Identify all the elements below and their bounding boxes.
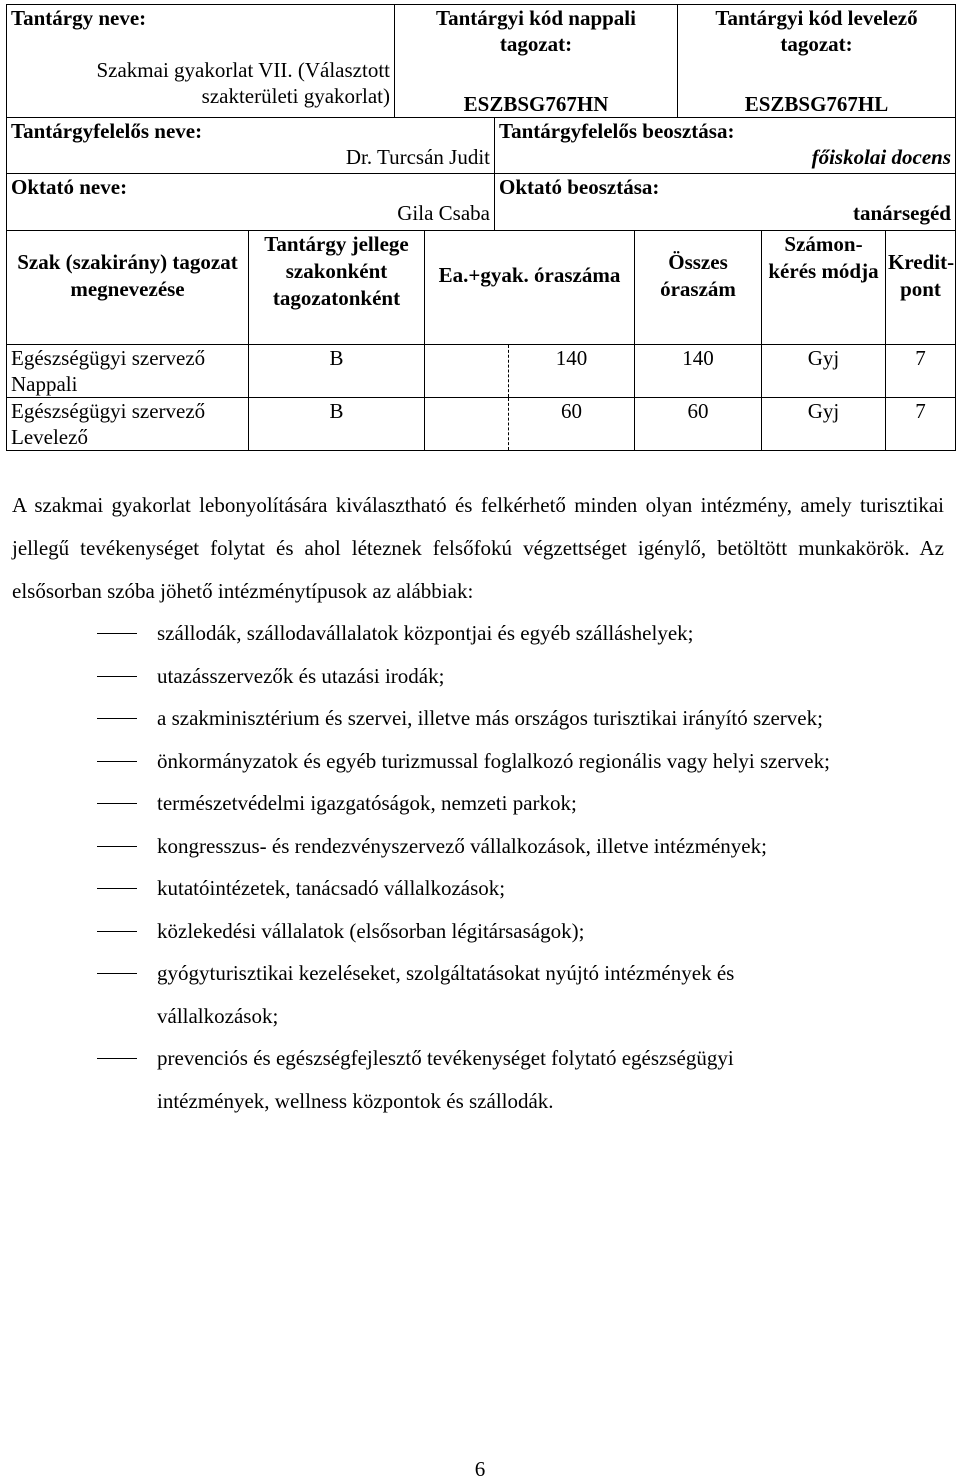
page-number: 6: [474, 1457, 486, 1481]
table-row: [7, 398, 956, 451]
subject-header-table: [6, 4, 956, 231]
row-program: Egészségügyi szervező Levelező: [7, 398, 249, 451]
teacher-cell: [7, 174, 495, 231]
subject-name-label: Tantárgy neve:: [11, 6, 147, 30]
row-program: Egészségügyi szervező Nappali: [7, 345, 249, 398]
responsible-position-value: főiskolai docens: [811, 145, 951, 169]
dash-bullet-icon: [97, 803, 137, 804]
list-item-text: prevenciós és egészségfejlesztő tevékenységet folytató egészségügyi intézmények, wellness központok és szállodák.: [157, 1046, 734, 1113]
list-item: [0, 740, 960, 783]
dash-bullet-icon: [97, 633, 137, 634]
code-day-label: Tantárgyi kód nappali tagozat:: [436, 6, 636, 56]
list-item: [0, 825, 960, 868]
teacher-position-label: Oktató beosztása:: [499, 175, 660, 199]
header-type: Tantárgy jellege szakonként tagozatonként: [249, 231, 425, 345]
header-total: Összes óraszám: [635, 231, 762, 345]
teacher-position-value: tanársegéd: [853, 201, 951, 225]
table-row: [7, 345, 956, 398]
row-credit: 7: [886, 398, 956, 451]
list-item-text: természetvédelmi igazgatóságok, nemzeti parkok;: [157, 791, 577, 815]
list-item-text: önkormányzatok és egyéb turizmussal foglalkozó regionális vagy helyi szervek;: [157, 748, 830, 773]
header-hours: Ea.+gyak. óraszáma: [425, 231, 635, 345]
row-assessment: Gyj: [762, 398, 886, 451]
row-assessment: Gyj: [762, 345, 886, 398]
code-corr-value: ESZBSG767HL: [744, 92, 889, 116]
responsible-position-cell: [495, 118, 956, 174]
subject-name-line2: szakterületi gyakorlat): [201, 84, 390, 108]
dash-bullet-icon: [97, 931, 137, 932]
row-type: B: [249, 398, 425, 451]
dash-bullet-icon: [97, 888, 137, 889]
teacher-position-cell: [495, 174, 956, 231]
list-item-text: a szakminisztérium és szervei, illetve más országos turisztikai irányító szervek;: [157, 706, 823, 730]
row-credit: 7: [886, 345, 956, 398]
responsible-label: Tantárgyfelelős neve:: [11, 119, 203, 143]
row-type: B: [249, 345, 425, 398]
list-item-text: gyógyturisztikai kezeléseket, szolgáltatásokat nyújtó intézmények és vállalkozások;: [157, 961, 735, 1028]
subject-name-line1: Szakmai gyakorlat VII. (Választott: [96, 58, 390, 82]
header-credit: Kredit-pont: [886, 231, 956, 345]
row-hours: 140: [509, 345, 635, 398]
row-hours: 60: [509, 398, 635, 451]
subject-name-cell: [7, 5, 395, 118]
responsible-value: Dr. Turcsán Judit: [345, 145, 490, 169]
list-item: [0, 910, 960, 953]
code-day-value: ESZBSG767HN: [463, 92, 609, 116]
header-program: Szak (szakirány) tagozat megnevezése: [7, 231, 249, 345]
list-item: [0, 697, 960, 740]
list-item: [0, 867, 960, 910]
dash-bullet-icon: [97, 973, 137, 974]
dash-bullet-icon: [97, 1058, 137, 1059]
header-assessment: Számon-kérés módja: [762, 231, 886, 345]
teacher-label: Oktató neve:: [11, 175, 128, 199]
code-corr-cell: [678, 5, 956, 118]
list-item: [0, 782, 960, 825]
dash-bullet-icon: [97, 676, 137, 677]
list-item-text: utazásszervezők és utazási irodák;: [157, 663, 445, 688]
dash-bullet-icon: [97, 718, 137, 719]
dash-bullet-icon: [97, 846, 137, 847]
row-total: 140: [635, 345, 762, 398]
list-item-text: kutatóintézetek, tanácsadó vállalkozások;: [157, 876, 506, 900]
responsible-cell: [7, 118, 495, 174]
list-item-text: kongresszus- és rendezvényszervező vállalkozások, illetve intézmények;: [157, 833, 767, 858]
responsible-position-label: Tantárgyfelelős beosztása:: [499, 119, 735, 143]
institution-list: [0, 612, 960, 1122]
list-item: [0, 1037, 960, 1122]
row-total: 60: [635, 398, 762, 451]
intro-paragraph: A szakmai gyakorlat lebonyolítására kiválasztható és felkérhető minden olyan intézmény, amely turisztikai jellegű tevékenységet folytat és ahol léteznek felsőfokú végzettséget igénylő, betöltött munkakörök. Az elsősorban szóba jöhető intézménytípusok az alábbiak:: [12, 493, 944, 603]
code-day-cell: [395, 5, 678, 118]
code-corr-label: Tantárgyi kód levelező tagozat:: [715, 6, 918, 56]
row-spacer: [425, 398, 509, 451]
dash-bullet-icon: [97, 761, 137, 762]
list-item-text: közlekedési vállalatok (elsősorban légitársaságok);: [157, 918, 585, 943]
course-data-table: [6, 230, 956, 451]
list-item: [0, 655, 960, 698]
list-item: [0, 952, 960, 1037]
teacher-value: Gila Csaba: [397, 201, 490, 225]
list-item-text: szállodák, szállodavállalatok központjai és egyéb szálláshelyek;: [157, 621, 694, 645]
list-item: [0, 612, 960, 655]
row-spacer: [425, 345, 509, 398]
